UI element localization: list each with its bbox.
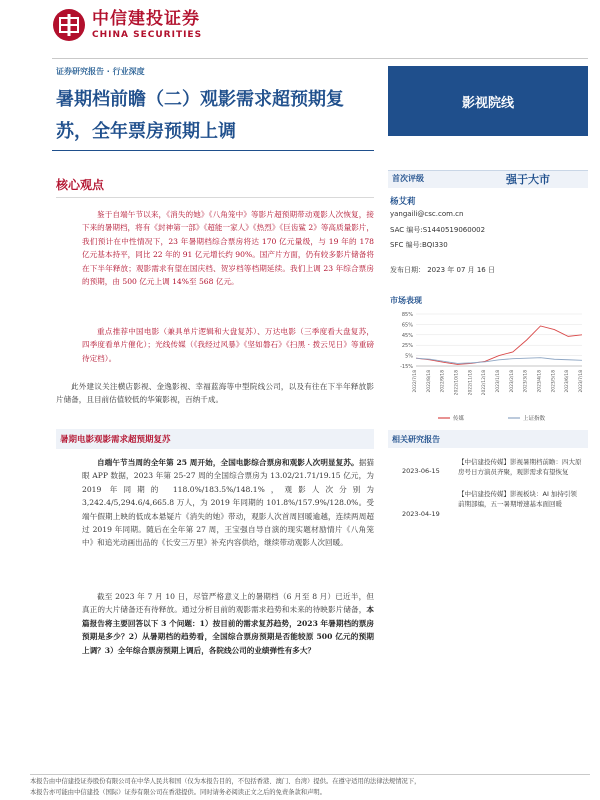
logo-en-text: CHINA SECURITIES [92,30,203,40]
industry-label: 影视院线 [461,95,514,111]
subsection-heading: 暑期电影观影需求超预期复苏 [60,435,171,445]
industry-badge [388,66,588,136]
x-tick-label: 2023/5/18 [551,370,557,393]
y-tick-label: 85% [401,312,413,318]
core-heading: 核心观点 [56,178,105,192]
related-report-link[interactable]: 【中信建投传媒】影视板块：AI 加持引领前期部编，五一暑期增速基本面回暖 [458,490,577,508]
body-paragraph-1 [82,456,374,550]
header-divider [52,58,588,59]
core-paragraph-3: 此外建议关注横店影视、金逸影视、幸福蓝海等中型院线公司，以及有往在下半年释放影片储备，且目前估值较低的华策影视，百纳千成。 [56,382,374,405]
y-tick-label: 65% [401,322,413,329]
x-tick-label: 2022/10/18 [454,370,460,396]
publish-date: 发布日期： 2023 年 07 月 16 日 [390,266,495,274]
company-logo [52,8,202,42]
market-performance-chart [390,308,586,426]
core-paragraph-2: 重点推荐中国电影（兼具单片逻辑和大盘复苏）、万达电影（三季度看大盘复苏，四季度看单片催化）；光线传媒（《我经过风暴》《坚如磐石》《扫黑 · 拨云见日》等重磅待定档）。 [82,327,374,363]
sac-number: SAC 编号:S1440519060002 [390,226,486,234]
analyst-email[interactable]: yangaili@csc.com.cn [390,210,464,218]
related-report-date: 2023-06-15 [402,467,440,475]
x-tick-label: 2023/2/18 [509,370,515,393]
legend-label: 传媒 [453,416,465,422]
series-line [416,358,582,364]
x-tick-label: 2023/7/18 [579,370,584,393]
market-performance-title: 市场表现 [390,296,422,305]
core-heading-divider [56,197,374,198]
body-paragraph-2-text: 截至 2023 年 7 月 10 日，尽管严格意义上的暑期档（6 月至 8 月）已近半，但真正的大片储备还有待释放。通过分析目前的观影需求趋势和未来的待映影片储备， [82,592,374,615]
x-tick-label: 2023/4/18 [537,370,543,393]
body-paragraph-2 [82,590,374,657]
related-report-date: 2023-04-19 [402,510,440,518]
y-tick-label: 25% [401,343,413,350]
footer-divider [30,774,590,775]
core-paragraph-1: 鉴于自端午节以来，《消失的她》《八角笼中》等影片超预期带动观影人次恢复，接下来的暑期档，将有《封神第一部》《超能一家人》《热烈》《巨齿鲨 2》等高质量影片，我们预计在中性情况下，23 年暑期档综合票房将达 170 亿元量级，与 19 年的 178 亿元基本持平，同比 22 年的 91 亿元增长约 90%。国产片方面，仍有较多影片储备将在下半年释放；观影需求有望在国庆档、贺岁档等档期延续。我们上调 23 年综合票房的预期，由 500 亿元上调 14%至 568 亿元。 [82,210,374,287]
disclaimer-footer [30,776,590,800]
rating-value: 强于大市 [506,173,550,186]
x-tick-label: 2022/11/18 [468,370,474,396]
body-paragraph-1-text: 据猫眼 APP 数据，2023 年第 25-27 周的全国综合票房为 13.02/21.71/19.15 亿元，为 2019 年同期的 118.0%/183.5%/148.1%，观影人次分别为 3,242.4/5,294.6/4,665.8 万人，为 2019 年同期的 101.8%/157.9%/128.0%。受端午假期上映的低成本悬疑片《消失的她》带动，观影人次首周回暖逾越，连续两周超过 2019 年同期。随后在全年第 27 周，王宝强自导自演的现实题材励情片《八角笼中》和追光动画出品的《长安三万里》补充内容供给，继续带动观影人次回暖。 [82,458,375,548]
x-tick-label: 2022/12/18 [482,370,488,396]
related-reports-title: 相关研究报告 [392,435,440,444]
x-tick-label: 2023/6/18 [565,370,571,393]
disclaimer-line-1: 本报告由中信建投证券股份有限公司在中华人民共和国（仅为本报告目的，不包括香港、澳门、台湾）提供。在遵守适用的法律法规情况下， [30,778,421,785]
report-title: 暑期档前瞻（二）观影需求超预期复苏，全年票房预期上调 [56,89,344,142]
x-tick-label: 2022/8/18 [426,370,432,393]
x-tick-label: 2022/9/18 [440,370,446,393]
y-tick-label: 45% [401,332,413,339]
x-tick-label: 2023/1/18 [496,370,501,393]
related-report-link[interactable]: 【中信建投传媒】影视暑期档前瞻：四大原房号日方演员齐聚，观影需求有望恢复 [458,458,582,476]
x-tick-label: 2022/7/18 [413,370,418,393]
x-tick-label: 2023/3/18 [523,370,529,393]
logo-cn-text: 中信建投证券 [92,9,200,29]
logo-icon [52,8,86,42]
body-paragraph-1-lead: 自端午节当周的全年第 25 周开始，全国电影综合票房和观影人次明显复苏。 [97,458,359,467]
analyst-name: 杨艾莉 [390,197,416,207]
report-type: 证券研究报告 · 行业深度 [56,67,145,76]
title-divider [52,150,374,151]
body-paragraph-2-questions: 本篇报告将主要回答以下 3 个问题：1）按目前的需求复苏趋势，2023 年暑期档的票房预期是多少？2）从暑期档的趋势看，全国综合票房预期是否能较原 500 亿元的预期上调？3）全年综合票房预期上调后，各院线公司的业绩弹性有多大？ [82,605,374,655]
legend-label: 上证指数 [523,416,546,422]
y-tick-label: 5% [405,353,413,360]
disclaimer-line-2: 本报告亦可能由中信建投（国际）证券有限公司在香港提供。同时请务必阅读正文之后的免责条款和声明。 [30,789,326,796]
y-tick-label: -15% [400,364,413,370]
rating-label: 首次评级 [392,174,424,183]
sfc-number: SFC 编号:BQI330 [390,241,448,249]
